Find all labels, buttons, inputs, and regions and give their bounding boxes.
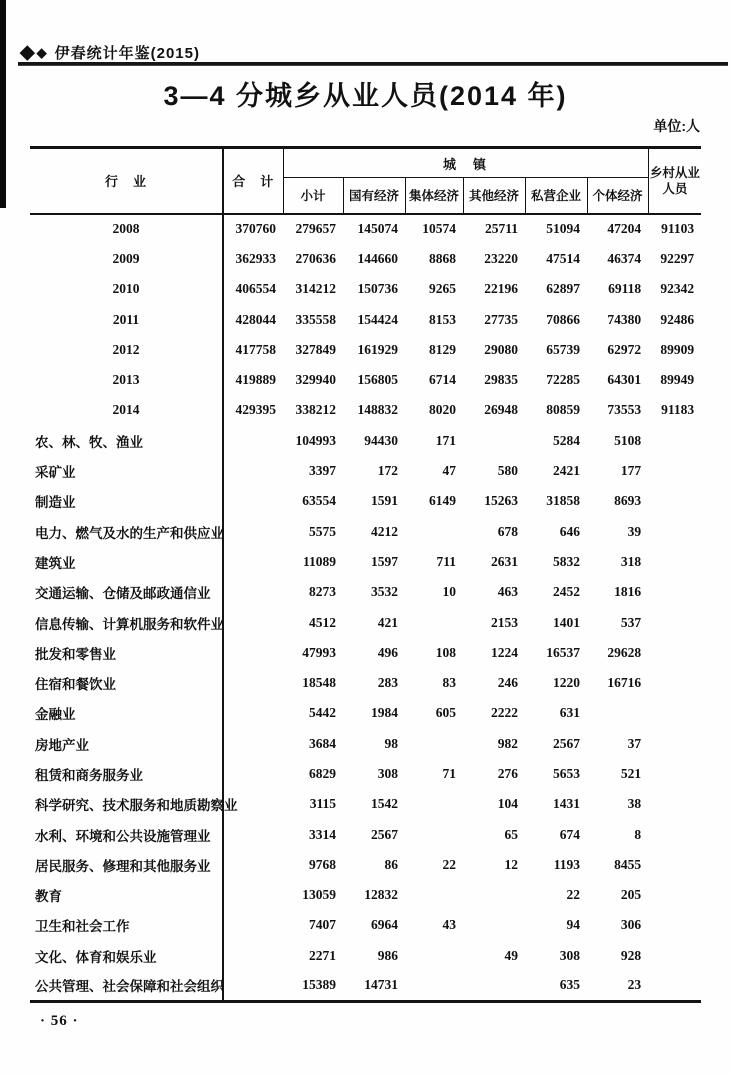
table-cell bbox=[648, 759, 701, 789]
table-cell bbox=[648, 819, 701, 849]
table-cell: 27735 bbox=[484, 311, 518, 327]
table-cell: 64301 bbox=[607, 372, 642, 388]
table-cell bbox=[463, 971, 525, 1001]
row-label-industry: 采矿业 bbox=[30, 456, 223, 486]
table-cell: 29835 bbox=[484, 372, 518, 388]
table-cell: 2153 bbox=[491, 614, 518, 630]
table-cell: 279657 bbox=[295, 221, 336, 237]
table-cell: 47 bbox=[442, 463, 456, 479]
table-cell: 8273 bbox=[309, 584, 336, 600]
table-cell: 23 bbox=[627, 977, 642, 993]
table-cell: 83 bbox=[442, 675, 456, 691]
table-row bbox=[30, 668, 701, 698]
table-cell: 6149 bbox=[429, 493, 456, 509]
table-cell: 1816 bbox=[614, 584, 642, 600]
table-cell: 463 bbox=[497, 584, 518, 600]
table-cell: 13059 bbox=[302, 887, 336, 903]
table-cell: 47204 bbox=[607, 221, 642, 237]
table-cell bbox=[405, 941, 463, 971]
row-label-industry: 居民服务、修理和其他服务业 bbox=[30, 850, 223, 880]
table-cell: 8693 bbox=[614, 493, 642, 509]
table-cell: 15389 bbox=[302, 977, 336, 993]
diamond-icon-small: ◆ bbox=[36, 44, 48, 60]
table-cell bbox=[648, 516, 701, 546]
table-cell: 3684 bbox=[309, 735, 336, 751]
table-cell bbox=[223, 456, 283, 486]
table-cell: 7407 bbox=[309, 917, 336, 933]
row-label-year: 2010 bbox=[30, 274, 223, 304]
table-cell: 419889 bbox=[235, 372, 276, 388]
table-cell: 65739 bbox=[546, 341, 580, 357]
table-cell bbox=[648, 698, 701, 728]
table-cell: 318 bbox=[620, 553, 642, 569]
table-cell: 1193 bbox=[553, 856, 580, 872]
table-cell: 31858 bbox=[546, 493, 580, 509]
col-header-state-owned: 国有经济 bbox=[343, 178, 405, 214]
table-cell bbox=[223, 941, 283, 971]
table-cell: 5284 bbox=[553, 432, 580, 448]
table-cell bbox=[463, 910, 525, 940]
table-cell: 92297 bbox=[660, 250, 695, 266]
table-cell: 1220 bbox=[553, 675, 580, 691]
table-cell bbox=[405, 607, 463, 637]
table-cell bbox=[223, 668, 283, 698]
table-row bbox=[30, 850, 701, 880]
table-cell: 8 bbox=[634, 826, 642, 842]
table-row bbox=[30, 365, 701, 395]
table-row bbox=[30, 244, 701, 274]
table-cell: 429395 bbox=[235, 402, 276, 418]
table-cell: 63554 bbox=[302, 493, 336, 509]
table-cell: 8129 bbox=[429, 341, 456, 357]
table-cell: 171 bbox=[435, 432, 456, 448]
table-cell: 74380 bbox=[607, 311, 642, 327]
row-label-industry: 住宿和餐饮业 bbox=[30, 668, 223, 698]
table-cell: 72285 bbox=[546, 372, 580, 388]
table-cell: 10 bbox=[442, 584, 456, 600]
row-label-industry: 公共管理、社会保障和社会组织 bbox=[30, 971, 223, 1001]
table-row bbox=[30, 486, 701, 516]
table-cell bbox=[648, 850, 701, 880]
table-cell: 47993 bbox=[302, 644, 336, 660]
table-cell: 92342 bbox=[660, 281, 695, 297]
row-label-industry: 建筑业 bbox=[30, 547, 223, 577]
table-cell: 104 bbox=[497, 796, 518, 812]
table-row bbox=[30, 880, 701, 910]
yearbook-header bbox=[20, 41, 200, 63]
table-cell: 711 bbox=[436, 553, 456, 569]
table-cell: 98 bbox=[384, 735, 398, 751]
header-rule bbox=[18, 62, 728, 66]
table-cell: 2631 bbox=[491, 553, 518, 569]
col-header-urban: 城 镇 bbox=[283, 148, 648, 178]
table-cell bbox=[405, 789, 463, 819]
table-cell: 362933 bbox=[235, 250, 276, 266]
table-cell: 177 bbox=[620, 463, 642, 479]
table-body bbox=[30, 214, 701, 1002]
table-cell: 1431 bbox=[553, 796, 580, 812]
table-cell bbox=[648, 486, 701, 516]
table-cell: 406554 bbox=[235, 281, 276, 297]
table-cell bbox=[223, 971, 283, 1001]
table-cell bbox=[648, 547, 701, 577]
table-cell: 678 bbox=[497, 523, 518, 539]
table-cell: 94 bbox=[566, 917, 580, 933]
table-header bbox=[30, 148, 701, 214]
col-header-rural-line2: 人员 bbox=[662, 181, 688, 196]
table-cell bbox=[223, 759, 283, 789]
table-cell: 71 bbox=[442, 765, 456, 781]
table-cell bbox=[223, 516, 283, 546]
row-label-year: 2012 bbox=[30, 335, 223, 365]
table-cell bbox=[405, 880, 463, 910]
table-cell: 23220 bbox=[484, 250, 518, 266]
table-cell: 86 bbox=[384, 856, 398, 872]
table-cell: 205 bbox=[620, 887, 642, 903]
row-label-industry: 交通运输、仓储及邮政通信业 bbox=[30, 577, 223, 607]
table-cell: 108 bbox=[435, 644, 456, 660]
table-cell: 46374 bbox=[607, 250, 642, 266]
table-row bbox=[30, 607, 701, 637]
table-cell: 8868 bbox=[429, 250, 456, 266]
table-cell bbox=[463, 426, 525, 456]
col-header-collective: 集体经济 bbox=[405, 178, 463, 214]
table-cell bbox=[648, 577, 701, 607]
table-cell bbox=[648, 607, 701, 637]
table-cell: 62897 bbox=[546, 281, 580, 297]
table-cell: 154424 bbox=[357, 311, 398, 327]
table-cell: 421 bbox=[377, 614, 398, 630]
table-cell: 982 bbox=[497, 735, 518, 751]
table-cell bbox=[648, 789, 701, 819]
table-row bbox=[30, 638, 701, 668]
table-cell: 428044 bbox=[235, 311, 276, 327]
table-cell bbox=[648, 456, 701, 486]
table-cell: 2567 bbox=[553, 735, 580, 751]
table-cell: 150736 bbox=[357, 281, 398, 297]
row-label-year: 2011 bbox=[30, 304, 223, 334]
table-cell: 308 bbox=[377, 765, 398, 781]
table-cell: 9265 bbox=[429, 281, 456, 297]
unit-label: 单位:人 bbox=[653, 118, 700, 134]
table-cell: 29628 bbox=[607, 644, 642, 660]
table-cell: 2222 bbox=[491, 705, 518, 721]
table-cell: 91183 bbox=[661, 402, 695, 418]
table-cell: 91103 bbox=[661, 221, 695, 237]
employment-table bbox=[30, 146, 701, 1003]
table-cell: 6829 bbox=[309, 765, 336, 781]
table-cell bbox=[223, 638, 283, 668]
table-cell: 10574 bbox=[422, 221, 456, 237]
table-cell: 156805 bbox=[357, 372, 398, 388]
table-cell: 16537 bbox=[546, 644, 580, 660]
table-cell bbox=[648, 941, 701, 971]
table-cell: 8153 bbox=[429, 311, 456, 327]
table-cell: 283 bbox=[377, 675, 398, 691]
row-label-industry: 金融业 bbox=[30, 698, 223, 728]
table-cell bbox=[648, 729, 701, 759]
table-cell: 496 bbox=[377, 644, 398, 660]
table-row bbox=[30, 759, 701, 789]
col-header-rural-line1: 乡村从业 bbox=[649, 165, 700, 180]
col-header-other: 其他经济 bbox=[463, 178, 525, 214]
row-label-year: 2009 bbox=[30, 244, 223, 274]
table-cell: 104993 bbox=[295, 432, 336, 448]
row-label-industry: 电力、燃气及水的生产和供应业 bbox=[30, 516, 223, 546]
table-cell: 5575 bbox=[309, 523, 336, 539]
table-row bbox=[30, 516, 701, 546]
table-cell: 6964 bbox=[371, 917, 398, 933]
table-cell bbox=[648, 971, 701, 1001]
table-row bbox=[30, 547, 701, 577]
table-cell: 92486 bbox=[660, 311, 695, 327]
table-cell: 94430 bbox=[364, 432, 398, 448]
table-row bbox=[30, 910, 701, 940]
table-cell: 338212 bbox=[295, 402, 336, 418]
col-header-private: 私营企业 bbox=[525, 178, 587, 214]
table-cell bbox=[405, 729, 463, 759]
table-cell: 928 bbox=[620, 947, 642, 963]
table-cell: 2452 bbox=[553, 584, 580, 600]
col-header-industry: 行 业 bbox=[30, 148, 223, 214]
table-row bbox=[30, 395, 701, 425]
table-cell: 417758 bbox=[235, 341, 276, 357]
row-label-industry: 教育 bbox=[30, 880, 223, 910]
table-cell bbox=[223, 607, 283, 637]
table-cell bbox=[223, 577, 283, 607]
table-cell bbox=[648, 638, 701, 668]
table-row bbox=[30, 274, 701, 304]
row-label-industry: 卫生和社会工作 bbox=[30, 910, 223, 940]
table-cell: 635 bbox=[559, 977, 580, 993]
table-cell: 4212 bbox=[371, 523, 398, 539]
row-label-industry: 文化、体育和娱乐业 bbox=[30, 941, 223, 971]
table-cell bbox=[223, 910, 283, 940]
table-cell bbox=[223, 819, 283, 849]
row-label-industry: 房地产业 bbox=[30, 729, 223, 759]
row-label-industry: 租赁和商务服务业 bbox=[30, 759, 223, 789]
table-cell: 49 bbox=[504, 947, 518, 963]
table-cell: 172 bbox=[377, 463, 398, 479]
table-cell: 22 bbox=[566, 887, 580, 903]
table-cell: 327849 bbox=[295, 341, 336, 357]
table-cell: 329940 bbox=[295, 372, 336, 388]
table-cell: 16716 bbox=[607, 675, 642, 691]
row-label-industry: 水利、环境和公共设施管理业 bbox=[30, 819, 223, 849]
table-cell bbox=[405, 516, 463, 546]
table-cell: 2567 bbox=[371, 826, 398, 842]
col-header-total: 合 计 bbox=[223, 148, 283, 214]
table-row bbox=[30, 304, 701, 334]
table-cell: 144660 bbox=[357, 250, 398, 266]
table-cell bbox=[405, 971, 463, 1001]
col-header-individual: 个体经济 bbox=[587, 178, 648, 214]
table-cell: 521 bbox=[620, 765, 642, 781]
table-cell: 89909 bbox=[660, 341, 695, 357]
table-cell: 646 bbox=[559, 523, 580, 539]
table-cell: 22196 bbox=[484, 281, 518, 297]
table-row bbox=[30, 729, 701, 759]
table-row bbox=[30, 819, 701, 849]
table-cell: 5108 bbox=[614, 432, 642, 448]
table-cell: 89949 bbox=[660, 372, 695, 388]
table-cell: 26948 bbox=[484, 402, 518, 418]
table-cell: 62972 bbox=[607, 341, 642, 357]
table-row bbox=[30, 698, 701, 728]
table-cell bbox=[463, 880, 525, 910]
diamond-icon: ◆ bbox=[20, 41, 36, 63]
table-cell: 8020 bbox=[429, 402, 456, 418]
table-cell: 631 bbox=[559, 705, 580, 721]
table-row bbox=[30, 426, 701, 456]
table-cell: 1542 bbox=[371, 796, 398, 812]
row-label-industry: 农、林、牧、渔业 bbox=[30, 426, 223, 456]
table-cell: 2421 bbox=[553, 463, 580, 479]
table-cell bbox=[223, 426, 283, 456]
table-cell: 8455 bbox=[614, 856, 642, 872]
table-cell bbox=[648, 668, 701, 698]
table-row bbox=[30, 456, 701, 486]
table-cell: 605 bbox=[435, 705, 456, 721]
table-cell bbox=[223, 880, 283, 910]
table-cell: 4512 bbox=[309, 614, 336, 630]
table-cell: 11089 bbox=[302, 553, 336, 569]
table-row bbox=[30, 335, 701, 365]
table-cell bbox=[648, 910, 701, 940]
table-cell: 29080 bbox=[484, 341, 518, 357]
row-label-year: 2014 bbox=[30, 395, 223, 425]
page-number: · 56 · bbox=[40, 1013, 79, 1029]
table-cell: 276 bbox=[497, 765, 518, 781]
table-cell: 5442 bbox=[309, 705, 336, 721]
table-cell: 537 bbox=[620, 614, 642, 630]
table-cell: 25711 bbox=[484, 221, 518, 237]
table-cell: 161929 bbox=[357, 341, 398, 357]
table-cell: 69118 bbox=[608, 281, 642, 297]
table-cell: 12 bbox=[504, 856, 518, 872]
table-cell bbox=[648, 880, 701, 910]
table-cell: 3397 bbox=[309, 463, 336, 479]
table-cell: 246 bbox=[497, 675, 518, 691]
table-cell: 38 bbox=[627, 796, 642, 812]
table-cell: 15263 bbox=[484, 493, 518, 509]
table-cell: 70866 bbox=[546, 311, 580, 327]
table-cell: 986 bbox=[377, 947, 398, 963]
table-cell: 145074 bbox=[357, 221, 398, 237]
table-cell: 37 bbox=[627, 735, 642, 751]
table-cell: 9768 bbox=[309, 856, 336, 872]
table-cell: 5653 bbox=[553, 765, 580, 781]
table-cell: 3115 bbox=[309, 796, 336, 812]
table-cell: 12832 bbox=[364, 887, 398, 903]
table-cell: 3314 bbox=[309, 826, 336, 842]
row-label-industry: 科学研究、技术服务和地质勘察业 bbox=[30, 789, 223, 819]
table-cell: 14731 bbox=[364, 977, 398, 993]
row-label-industry: 制造业 bbox=[30, 486, 223, 516]
table-cell: 674 bbox=[559, 826, 580, 842]
table-cell: 6714 bbox=[429, 372, 456, 388]
table-cell: 1597 bbox=[371, 553, 398, 569]
table-cell: 47514 bbox=[546, 250, 580, 266]
yearbook-label: 伊春统计年鉴(2015) bbox=[54, 44, 200, 62]
table-cell: 65 bbox=[504, 826, 518, 842]
table-cell: 1984 bbox=[371, 705, 398, 721]
table-cell: 51094 bbox=[546, 221, 580, 237]
table-row bbox=[30, 971, 701, 1001]
table-row bbox=[30, 941, 701, 971]
table-cell: 1224 bbox=[491, 644, 518, 660]
table-cell bbox=[223, 486, 283, 516]
table-cell bbox=[648, 426, 701, 456]
table-cell bbox=[223, 698, 283, 728]
table-row bbox=[30, 577, 701, 607]
table-cell: 43 bbox=[442, 917, 456, 933]
table-cell bbox=[223, 547, 283, 577]
row-label-year: 2008 bbox=[30, 214, 223, 244]
table-cell: 2271 bbox=[309, 947, 336, 963]
table-cell bbox=[405, 819, 463, 849]
table-cell: 73553 bbox=[607, 402, 642, 418]
table-cell: 1591 bbox=[371, 493, 398, 509]
table-cell: 580 bbox=[497, 463, 518, 479]
col-header-subtotal: 小计 bbox=[283, 178, 343, 214]
table-cell bbox=[223, 729, 283, 759]
table-cell: 270636 bbox=[295, 250, 336, 266]
col-header-rural bbox=[648, 148, 701, 214]
table-cell: 22 bbox=[442, 856, 456, 872]
table-cell: 80859 bbox=[546, 402, 580, 418]
table-cell: 3532 bbox=[371, 584, 398, 600]
table-cell bbox=[587, 698, 648, 728]
table-cell bbox=[223, 850, 283, 880]
page-title: 3—4 分城乡从业人员(2014 年) bbox=[163, 81, 568, 111]
table-cell: 39 bbox=[627, 523, 642, 539]
table-cell: 18548 bbox=[302, 675, 336, 691]
row-label-industry: 信息传输、计算机服务和软件业 bbox=[30, 607, 223, 637]
table-cell: 370760 bbox=[235, 221, 276, 237]
table-cell: 308 bbox=[559, 947, 580, 963]
table-cell: 1401 bbox=[553, 614, 580, 630]
table-cell: 148832 bbox=[357, 402, 398, 418]
table-cell: 306 bbox=[620, 917, 642, 933]
row-label-year: 2013 bbox=[30, 365, 223, 395]
table-cell: 5832 bbox=[553, 553, 580, 569]
table-cell: 314212 bbox=[295, 281, 336, 297]
table-row bbox=[30, 214, 701, 244]
table-row bbox=[30, 789, 701, 819]
row-label-industry: 批发和零售业 bbox=[30, 638, 223, 668]
table-cell: 335558 bbox=[295, 311, 336, 327]
